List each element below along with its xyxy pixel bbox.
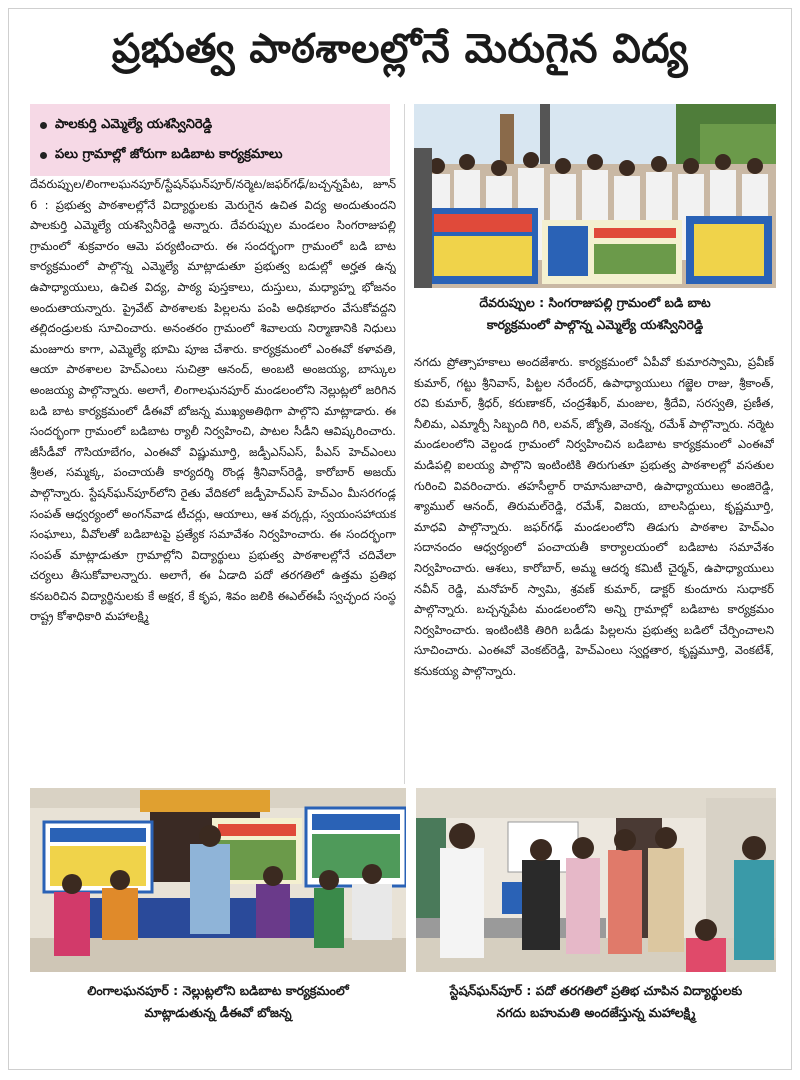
photo-caption-bottom-left xyxy=(30,980,406,1024)
article-column-right xyxy=(414,352,774,784)
subhead-text: పలు గ్రామాల్లో జోరుగా బడిబాట కార్యక్రమాలు xyxy=(55,147,283,162)
rally-crowd-photo xyxy=(414,104,776,288)
caption-line: కార్యక్రమంలో పాల్గొన్న ఎమ్మెల్యే యశస్వినిరెడ్డి xyxy=(486,317,704,332)
caption-line: మాట్లాడుతున్న డీఈవో బోజన్న xyxy=(144,1005,292,1020)
article-body-right: నగదు ప్రోత్సాహకాలు అందజేశారు. కార్యక్రమంలో ఏపీవో కుమారస్వామి, ప్రవీణ్ కుమార్, గట్టు శ్రీనివాస్, పిట్టల నరేందర్, ఉపాధ్యాయులు గజ్జెల రాజు, శ్రీకాంత్, రవి కుమార్, శ్రీధర్, కరుణాకర్, చంద్రశేఖర్, మంజుల, శ్రీదేవి, సరస్వతి, ప్రణీత, నీలిమ, ఎమ్మార్పీ సిబ్బంది గిరి, లవన్, జ్యోతి, వెంకన్న, రమేశ్ పాల్గొన్నారు. నర్మెట మండలంలోని వెల్దండ గ్రామంలో నిర్వహించిన బడిబాట కార్యక్రమంలో ఎంఈవో మడిపల్లి ఐలయ్య పాల్గొని ఇంటింటికి తిరుగుతూ ప్రభుత్వ పాఠశాలల్లో వసతుల గురించి వివరించారు. తహసీల్దార్ రామానుజాచారి, ఉపాధ్యాయులు అంజిరెడ్డి, శ్యాముల్ ఆనంద్, తిరుమల్‌రెడ్డి, రమేశ్, విజయ, బాలసిద్దులు, కృష్ణమూర్తి, మాధవి పాల్గొన్నారు. జఫర్‌గఢ్ మండలంలోని తిడుగు పాఠశాల హెచ్‌ఎం సదానందం ఆధ్వర్యంలో పంచాయతీ కార్యాలయంలో బడిబాట సమావేశం నిర్వహించారు. ఆశలు, కారోబార్, అమ్మ ఆదర్శ కమిటీ చైర్మన్, ఉపాధ్యాయులు నవీన్ రెడ్డి, మనోహర్ స్వామి, శ్రవణ్ కుమార్, డాక్టర్ కుందూరు సుధాకర్ పాల్గొన్నారు. బచ్చన్నపేట మండలంలోని అన్ని గ్రామాల్లో బడిబాట కార్యక్రమం నిర్వహించారు. ఇంటింటికి తిరిగి బడీడు పిల్లలను ప్రభుత్వ బడిలో చేర్పించాలని సూచించారు. ఎంఈవో వెంకట్‌రెడ్డి, హెచ్‌ఎంలు స్వర్ణతార, కృష్ణమూర్తి, వెంకటేశ్, కనుకయ్య పాల్గొన్నారు. xyxy=(414,355,774,678)
article-body-left: దేవరుప్పుల/లింగాలఘనపూర్/స్టేషన్‌ఘన్‌పూర్/నర్మెట/జఫర్‌గఢ్/బచ్చన్నపేట, జూన్ 6 : ప్రభుత్వ పాఠశాలల్లోనే విద్యార్థులకు మెరుగైన ఉచిత విద్య అందుతుందని పాలకుర్తి ఎమ్మెల్యే యశస్వినీరెడ్డి అన్నారు. దేవరుప్పుల మండలం సింగరాజుపల్లి గ్రామంలో శుక్రవారం ఆమె పర్యటించారు. ఈ సందర్భంగా గ్రామంలో బడి బాట కార్యక్రమంలో పాల్గొన్న ఎమ్మెల్యే మాట్లాడుతూ ప్రభుత్వ బడుల్లో అర్హత ఉన్న ఉపాధ్యాయులు, ఉచిత విద్య, పాఠ్య పుస్తకాలు, దుస్తులు, మధ్యాహ్న భోజనం అందుతాయన్నారు. ప్రైవేట్ పాఠశాలకు పిల్లలను పంపి అధికభారం వేసుకోవద్దని తల్లిదండ్రులకు సూచించారు. అనంతరం గ్రామంలో శివాలయ నిర్మాణానికి నిధులు మంజూరు కాగా, ఎమ్మెల్యే భూమి పూజ చేశారు. కార్యక్రమంలో ఎంఈవో కళావతి, ఆయా పాఠశాలల హెచ్‌ఎంలు సుచిత్రా ఆనంద్, అంబటి అంజయ్య, బాస్కుల అంజయ్య పాల్గొన్నారు. అలాగే, లింగాలఘనపూర్ మండలంలోని నెల్లుట్లలో జరిగిన బడి బాట కార్యక్రమంలో డీఈవో బోజన్న ముఖ్యఅతిథిగా పాల్గొని మాట్లాడారు. ఈ సందర్భంగా గ్రామంలో బడిబాట ర్యాలీ నిర్వహించి, పాటల సీడీని ఆవిష్కరించారు. జీసీడీవో గౌసియాబేగం, ఎంఈవో విష్ణుమూర్తి, జడ్పీఎస్‌ఎస్, పీఎస్ హెచ్‌ఎంలు శ్రీలత, సమ్మక్క, పంచాయతీ కార్యదర్శి రొండ్ల శ్రీనివాస్‌రెడ్డి, కారోబార్ అజయ్ పాల్గొన్నారు. స్టేషన్‌ఘన్‌పూర్‌లోని రైతు వేదికలో జడ్పీహెచ్‌ఎస్ హెచ్‌ఎం మీసరగండ్ల సంపత్ ఆధ్వర్యంలో అంగన్‌వాడ టీచర్లు, ఆయాలు, ఆశ వర్కర్లు, స్వయంసహాయక సంఘాలు, వీవోలతో బడిబాటపై ప్రత్యేక సమావేశం నిర్వహించారు. ఈ సందర్భంగా సంపత్ మాట్లాడుతూ గ్రామాల్లోని విద్యార్థులు ప్రభుత్వ పాఠశాలల్లోనే చదివేలా చర్యలు తీసుకోవాలన్నారు. అలాగే, ఈ ఏడాది పదో తరగతిలో ఉత్తమ ప్రతిభ కనబరిచిన విద్యార్థినులకు కే అక్షర, కే కృప, శివం జలికి ఈఎల్‌ఈపీ స్వచ్ఛంద సంస్థ రాష్ట్ర కోశాధికారి మహాలక్ష్మి xyxy=(30,177,396,624)
column-divider xyxy=(404,104,405,784)
bullet-icon xyxy=(40,122,47,129)
subhead-text: పాలకుర్తి ఎమ్మెల్యే యశస్వినిరెడ్డి xyxy=(55,117,213,132)
caption-line: నగదు బహుమతి అందజేస్తున్న మహాలక్ష్మి xyxy=(496,1005,696,1020)
bullet-icon xyxy=(40,152,47,159)
photo-caption-top xyxy=(414,292,776,336)
headline: ప్రభుత్వ పాఠశాలల్లోనే మెరుగైన విద్య xyxy=(111,26,689,72)
subhead-item xyxy=(40,140,380,170)
caption-line: దేవరుప్పుల : సింగరాజుపల్లి గ్రామంలో బడి బాట xyxy=(479,295,711,310)
caption-line: లింగాలఘనపూర్ : నెల్లుట్లలోని బడిబాట కార్యక్రమంలో xyxy=(87,983,349,998)
meeting-stage-photo xyxy=(30,788,406,972)
caption-line: స్టేషన్‌ఘన్‌పూర్ : పదో తరగతిలో ప్రతిభ చూపిన విద్యార్థులకు xyxy=(449,983,743,998)
photo-caption-bottom-right xyxy=(416,980,776,1024)
subheads-box xyxy=(30,104,390,176)
subhead-item xyxy=(40,110,380,140)
prize-distribution-photo xyxy=(416,788,776,972)
article-column-left xyxy=(30,174,396,786)
